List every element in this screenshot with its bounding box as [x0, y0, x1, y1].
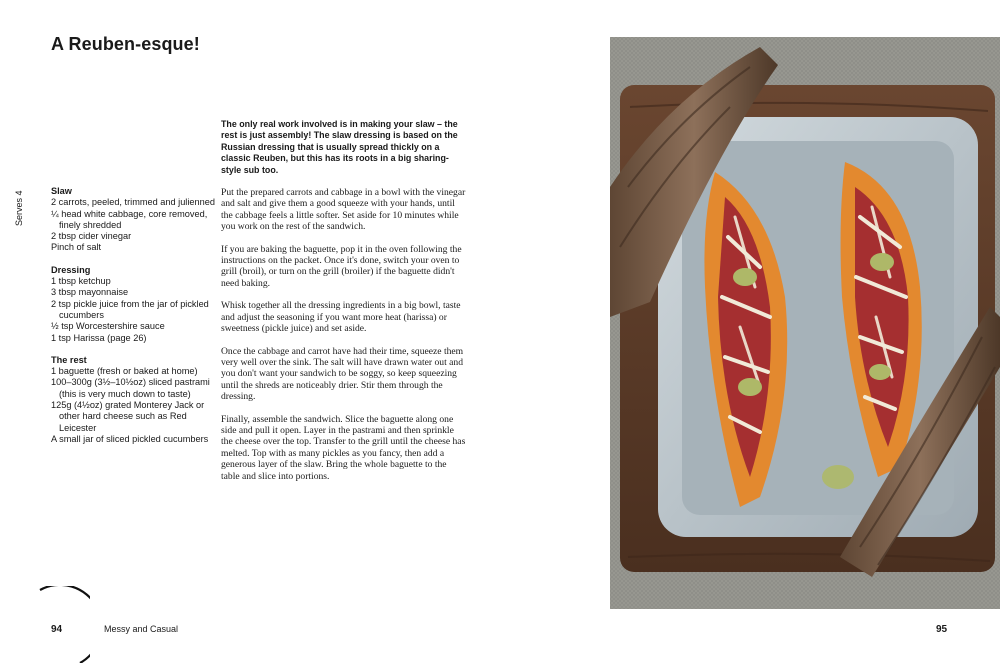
- ingredient-item: 125g (4½oz) grated Monterey Jack or other hard cheese such as Red Leicester: [51, 400, 205, 433]
- ingredient-item: ¼ head white cabbage, core removed, finely shredded: [51, 208, 208, 230]
- ingredients-list: [51, 186, 216, 456]
- page-number-left: 94: [51, 624, 63, 635]
- ingredient-item: 2 tbsp cider vinegar: [51, 231, 132, 242]
- ingredient-group-slaw: [51, 186, 216, 254]
- section-name: Messy and Casual: [104, 624, 179, 634]
- method-column: [221, 119, 467, 493]
- ingredient-item: 1 tsp Harissa (page 26): [51, 332, 147, 343]
- ingredient-group-heading: Slaw: [51, 186, 72, 196]
- method-step: Once the cabbage and carrot have had their time, squeeze them very well over the sink. The salt will have drawn water out and you don't want your sandwich to be soggy, so keep squeezing until the shreds are noticeably drier. Stir them through the dressing.: [221, 345, 464, 403]
- ingredient-item: 100–300g (3½–10½oz) sliced pastrami (this is very much down to taste): [51, 377, 210, 399]
- ingredient-item: A small jar of sliced pickled cucumbers: [51, 433, 209, 444]
- method-step: Finally, assemble the sandwich. Slice the baguette along one side and pull it open. Layer in the pastrami and then sprinkle the cheese over the top. Transfer to the grill until the cheese has melted. Top with as many pickles as you fancy, then add a generous layer of the slaw. Bring the whole baguette to the table and slice into portions.: [221, 413, 466, 482]
- ingredient-group-heading: The rest: [51, 354, 87, 365]
- ingredient-group-heading: Dressing: [51, 264, 91, 275]
- ingredient-item: 1 baguette (fresh or baked at home): [51, 366, 198, 377]
- ingredient-item: 1 tbsp ketchup: [51, 276, 111, 287]
- decorative-arc-icon: [0, 586, 90, 663]
- method-step: Put the prepared carrots and cabbage in a bowl with the vinegar and salt and give them a good squeeze with your hands, until the cabbage feels a little softer. Set aside for 10 minutes while you work on the rest of the sandwich.: [221, 187, 466, 233]
- ingredient-item: 2 tsp pickle juice from the jar of pickled cucumbers: [51, 298, 209, 320]
- baguette-sandwich-photo: [610, 37, 1000, 609]
- page-number-right: 95: [936, 624, 948, 635]
- right-page: [500, 0, 1000, 663]
- method-step: Whisk together all the dressing ingredients in a big bowl, taste and adjust the seasoning if you want more heat (harissa) or sweetness (pickle juice) and set aside.: [221, 300, 461, 335]
- ingredient-item: Pinch of salt: [51, 242, 102, 253]
- ingredient-item: ½ tsp Worcestershire sauce: [51, 321, 165, 332]
- recipe-intro: The only real work involved is in making your slaw – the rest is just assembly! The slaw dressing is based on the Russian dressing that is usually spread thickly on a classic Reuben, but this has its roots in a big sharing-style sub too.: [221, 119, 458, 175]
- ingredient-group-the-rest: [51, 355, 216, 445]
- recipe-title: A Reuben-esque!: [51, 34, 200, 54]
- method-step: If you are baking the baguette, pop it in the oven following the instructions on the packet. Once it's done, switch your oven to grill (broil), or turn on the grill (broiler) if the baguette didn't need baking.: [221, 243, 462, 289]
- ingredient-item: 2 carrots, peeled, trimmed and julienned: [51, 197, 215, 208]
- serves-label: Serves 4: [14, 190, 24, 226]
- ingredient-item: 3 tbsp mayonnaise: [51, 287, 129, 298]
- method-steps: [221, 187, 467, 482]
- ingredient-group-dressing: [51, 265, 216, 344]
